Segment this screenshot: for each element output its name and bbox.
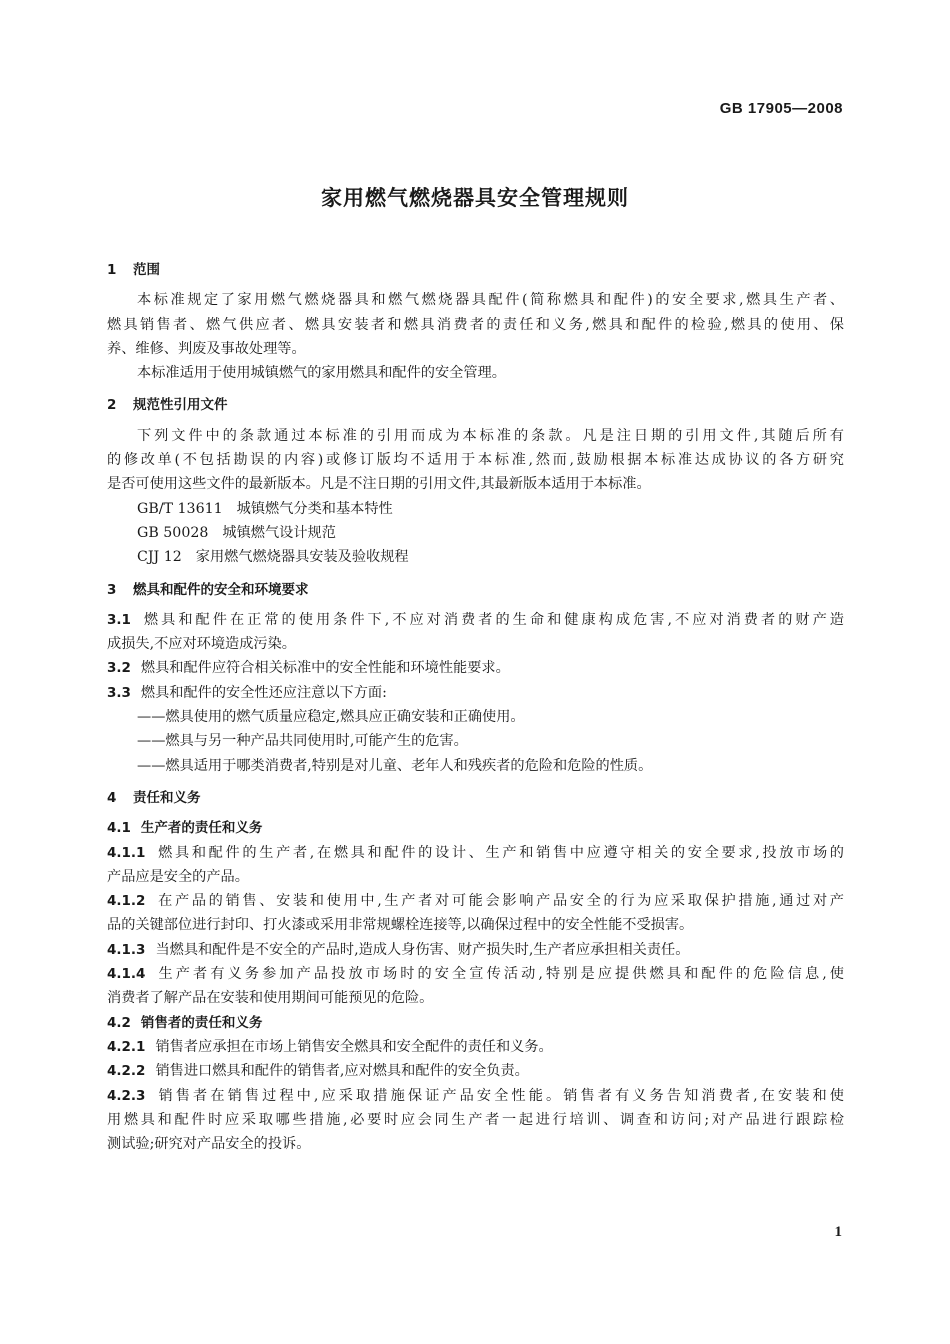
clause-text: 销售者在销售过程中,应采取措施保证产品安全性能。销售者有义务告知消费者,在安装和使 — [155, 1087, 844, 1104]
reference-code: CJJ 12 — [137, 549, 182, 566]
clause-text: 生产者有义务参加产品投放市场时的安全宣传活动,特别是应提供燃具和配件的危险信息,使 — [155, 966, 844, 983]
section-title: 范围 — [133, 262, 160, 278]
clause-number: 4.1.3 — [107, 941, 146, 958]
section-number: 4 — [107, 789, 117, 806]
section-heading-scope — [107, 258, 844, 282]
reference-item — [107, 545, 844, 569]
subsection-heading-producer — [107, 816, 844, 840]
clause-line — [107, 681, 844, 705]
clause-text: 销售进口燃具和配件的销售者,应对燃具和配件的安全负责。 — [155, 1063, 529, 1080]
section-heading-responsibilities — [107, 786, 844, 810]
clause-text: 燃具和配件的安全性还应注意以下方面: — [140, 684, 387, 701]
clause-line: 消费者了解产品在安装和使用期间可能预见的危险。 — [107, 990, 434, 1007]
clause-line: 测试验;研究对产品安全的投诉。 — [107, 1136, 311, 1153]
clause-text: 当燃具和配件是不安全的产品时,造成人身伤害、财产损失时,生产者应承担相关责任。 — [155, 941, 690, 958]
reference-item — [107, 497, 844, 521]
reference-code: GB 50028 — [137, 524, 209, 541]
clause-line: 成损失,不应对环境造成污染。 — [107, 636, 296, 653]
section-heading-normative-references — [107, 393, 844, 417]
clause-line: 品的关键部位进行封印、打火漆或采用非常规螺栓连接等,以确保过程中的安全性能不受损害。 — [107, 917, 694, 934]
subsection-number: 4.2 — [107, 1014, 131, 1031]
clause-line: 产品应是安全的产品。 — [107, 868, 249, 885]
clause-number: 4.1.4 — [107, 966, 146, 983]
paragraph-line: 燃具销售者、燃气供应者、燃具安装者和燃具消费者的责任和义务,燃具和配件的检验,燃具的使用、保 — [107, 316, 844, 333]
paragraph-line: 养、维修、判废及事故处理等。 — [107, 340, 306, 357]
clause-line — [107, 656, 844, 680]
clause-number: 3.2 — [107, 660, 131, 677]
reference-title: 城镇燃气分类和基本特性 — [236, 500, 393, 517]
standard-code: GB 17905—2008 — [719, 100, 843, 117]
section-title: 燃具和配件的安全和环境要求 — [133, 581, 309, 598]
subsection-title: 生产者的责任和义务 — [140, 820, 263, 837]
list-item: ——燃具与另一种产品共同使用时,可能产生的危害。 — [137, 733, 468, 750]
document-title: 家用燃气燃烧器具安全管理规则 — [321, 186, 629, 210]
clause-line — [107, 1059, 844, 1083]
paragraph-line: 下列文件中的条款通过本标准的引用而成为本标准的条款。凡是注日期的引用文件,其随后所有 — [137, 427, 844, 444]
reference-title: 家用燃气燃烧器具安装及验收规程 — [195, 549, 409, 566]
clause-number: 4.2.1 — [107, 1038, 146, 1055]
section-number: 3 — [107, 581, 117, 598]
clause-number: 4.2.3 — [107, 1087, 146, 1104]
section-heading-safety-requirements — [107, 578, 844, 602]
clause-line — [107, 938, 844, 962]
clause-text: 销售者应承担在市场上销售安全燃具和安全配件的责任和义务。 — [155, 1038, 553, 1055]
clause-line — [107, 841, 844, 865]
clause-line — [107, 1084, 844, 1108]
clause-number: 4.2.2 — [107, 1063, 146, 1080]
clause-number: 3.3 — [107, 684, 131, 701]
clause-number: 3.1 — [107, 611, 131, 628]
section-title: 规范性引用文件 — [133, 397, 228, 414]
list-item: ——燃具适用于哪类消费者,特别是对儿童、老年人和残疾者的危险和危险的性质。 — [137, 757, 653, 774]
list-item: ——燃具使用的燃气质量应稳定,燃具应正确安装和正确使用。 — [137, 709, 525, 726]
paragraph-line: 是否可使用这些文件的最新版本。凡是不注日期的引用文件,其最新版本适用于本标准。 — [107, 476, 651, 493]
clause-number: 4.1.1 — [107, 844, 146, 861]
subsection-number: 4.1 — [107, 820, 131, 837]
document-body — [107, 258, 844, 1156]
clause-text: 燃具和配件在正常的使用条件下,不应对消费者的生命和健康构成危害,不应对消费者的财产造 — [140, 611, 844, 628]
page-number: 1 — [834, 1224, 842, 1240]
paragraph-line: 本标准适用于使用城镇燃气的家用燃具和配件的安全管理。 — [137, 365, 506, 382]
clause-number: 4.1.2 — [107, 893, 146, 910]
reference-code: GB/T 13611 — [137, 500, 223, 517]
section-title: 责任和义务 — [133, 789, 201, 806]
clause-line — [107, 1035, 844, 1059]
section-number: 2 — [107, 397, 117, 414]
paragraph-line: 的修改单(不包括勘误的内容)或修订版均不适用于本标准,然而,鼓励根据本标准达成协议的各方研究 — [107, 452, 844, 469]
subsection-title: 销售者的责任和义务 — [140, 1014, 263, 1031]
paragraph-line: 本标准规定了家用燃气燃烧器具和燃气燃烧器具配件(简称燃具和配件)的安全要求,燃具生产者、 — [137, 292, 844, 309]
clause-line — [107, 608, 844, 632]
reference-title: 城镇燃气设计规范 — [222, 524, 336, 541]
clause-text: 在产品的销售、安装和使用中,生产者对可能会影响产品安全的行为应采取保护措施,通过对产 — [155, 893, 844, 910]
section-number: 1 — [107, 262, 117, 278]
clause-line — [107, 889, 844, 913]
reference-item — [107, 521, 844, 545]
clause-line — [107, 962, 844, 986]
clause-text: 燃具和配件的生产者,在燃具和配件的设计、生产和销售中应遵守相关的安全要求,投放市场的 — [155, 844, 844, 861]
subsection-heading-seller — [107, 1011, 844, 1035]
clause-text: 燃具和配件应符合相关标准中的安全性能和环境性能要求。 — [140, 660, 510, 677]
clause-line: 用燃具和配件时应采取哪些措施,必要时应会同生产者一起进行培训、调查和访问;对产品进行跟踪检 — [107, 1111, 844, 1128]
